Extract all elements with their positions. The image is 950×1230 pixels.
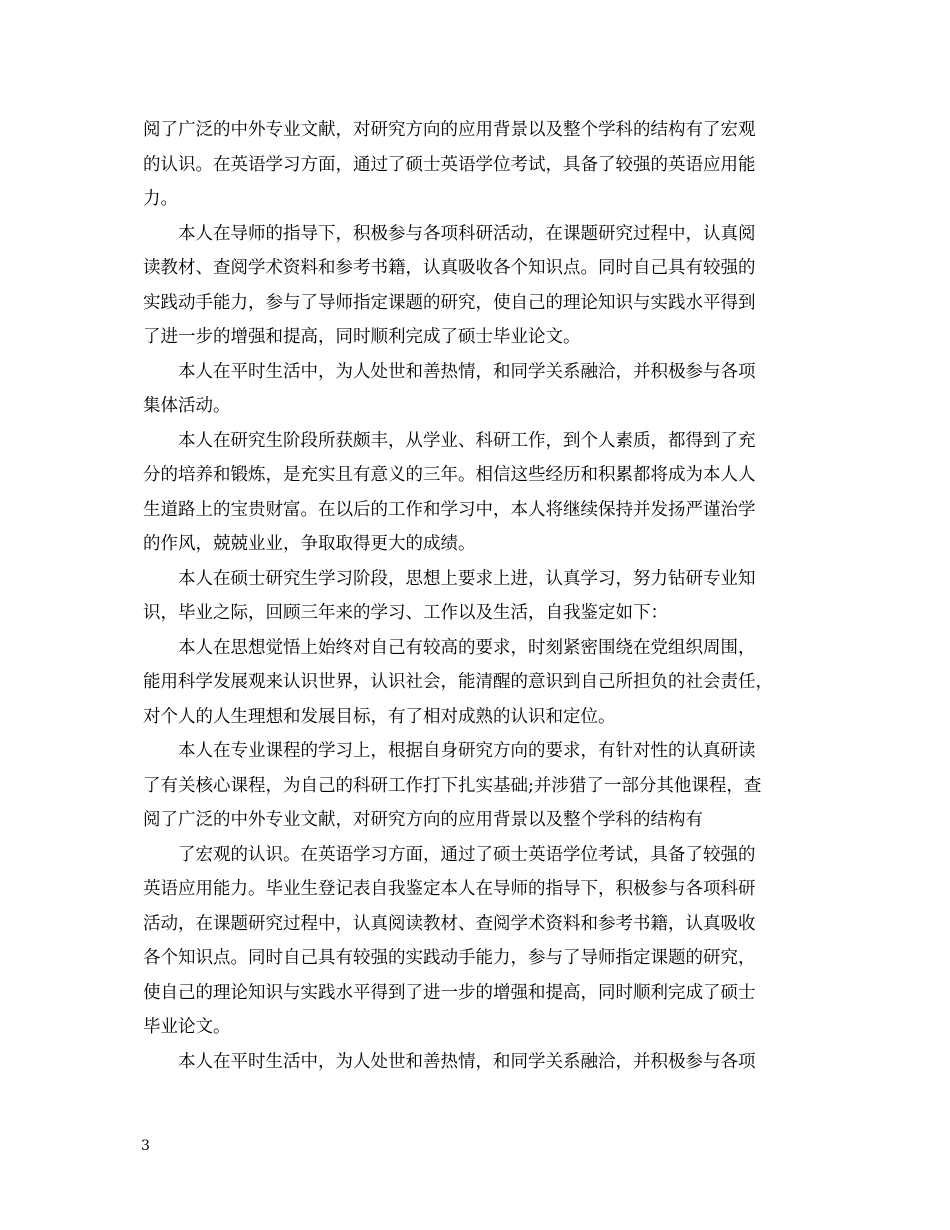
text-line: 的认识。在英语学习方面，通过了硕士英语学位考试，具备了较强的英语应用能 xyxy=(143,154,756,175)
text-line: 各个知识点。同时自己具有较强的实践动手能力，参与了导师指定课题的研究， xyxy=(143,948,756,968)
text-line: 分的培养和锻炼，是充实且有意义的三年。相信这些经历和积累都将成为本人人 xyxy=(143,465,756,485)
text-line: 集体活动。 xyxy=(143,396,231,416)
page-number: 3 xyxy=(141,1138,150,1154)
text-line: 生道路上的宝贵财富。在以后的工作和学习中，本人将继续保持并发扬严谨治学 xyxy=(143,499,756,520)
text-line: 本人在思想觉悟上始终对自己有较高的要求，时刻紧密围绕在党组织周围， xyxy=(178,637,756,658)
text-line: 本人在专业课程的学习上，根据自身研究方向的要求，有针对性的认真研读 xyxy=(178,741,756,761)
text-line: 本人在硕士研究生学习阶段，思想上要求上进，认真学习，努力钻研专业知 xyxy=(178,568,756,589)
text-line: 力。 xyxy=(143,189,178,209)
text-line: 了宏观的认识。在英语学习方面，通过了硕士英语学位考试，具备了较强的 xyxy=(178,844,756,865)
text-line: 实践动手能力，参与了导师指定课题的研究，使自己的理论知识与实践水平得到 xyxy=(143,292,756,313)
text-line: 能用科学发展观来认识世界，认识社会，能清醒的意识到自己所担负的社会责任， xyxy=(143,672,773,692)
text-line: 毕业论文。 xyxy=(143,1017,231,1037)
text-line: 识，毕业之际，回顾三年来的学习、工作以及生活，自我鉴定如下： xyxy=(143,603,668,623)
text-line: 阅了广泛的中外专业文献，对研究方向的应用背景以及整个学科的结构有了宏观 xyxy=(143,120,756,140)
text-line: 活动，在课题研究过程中，认真阅读教材、查阅学术资料和参考书籍，认真吸收 xyxy=(143,913,756,934)
text-line: 本人在平时生活中，为人处世和善热情，和同学关系融洽，并积极参与各项 xyxy=(178,361,756,382)
text-line: 本人在导师的指导下，积极参与各项科研活动，在课题研究过程中，认真阅 xyxy=(178,223,756,244)
text-line: 阅了广泛的中外专业文献，对研究方向的应用背景以及整个学科的结构有 xyxy=(143,810,703,830)
text-line: 了有关核心课程，为自己的科研工作打下扎实基础;并涉猎了一部分其他课程，查 xyxy=(143,775,762,796)
text-line: 对个人的人生理想和发展目标，有了相对成熟的认识和定位。 xyxy=(143,706,616,727)
text-line: 本人在研究生阶段所获颇丰，从学业、科研工作，到个人素质，都得到了充 xyxy=(178,430,756,451)
text-line: 本人在平时生活中，为人处世和善热情，和同学关系融洽，并积极参与各项 xyxy=(178,1051,756,1072)
text-line: 英语应用能力。毕业生登记表自我鉴定本人在导师的指导下，积极参与各项科研 xyxy=(143,879,756,899)
text-line: 使自己的理论知识与实践水平得到了进一步的增强和提高，同时顺利完成了硕士 xyxy=(143,982,756,1003)
text-line: 的作风，兢兢业业，争取取得更大的成绩。 xyxy=(143,534,476,554)
document-body xyxy=(143,113,823,1079)
text-line: 了进一步的增强和提高，同时顺利完成了硕士毕业论文。 xyxy=(143,327,581,347)
text-line: 读教材、查阅学术资料和参考书籍，认真吸收各个知识点。同时自己具有较强的 xyxy=(143,258,756,278)
